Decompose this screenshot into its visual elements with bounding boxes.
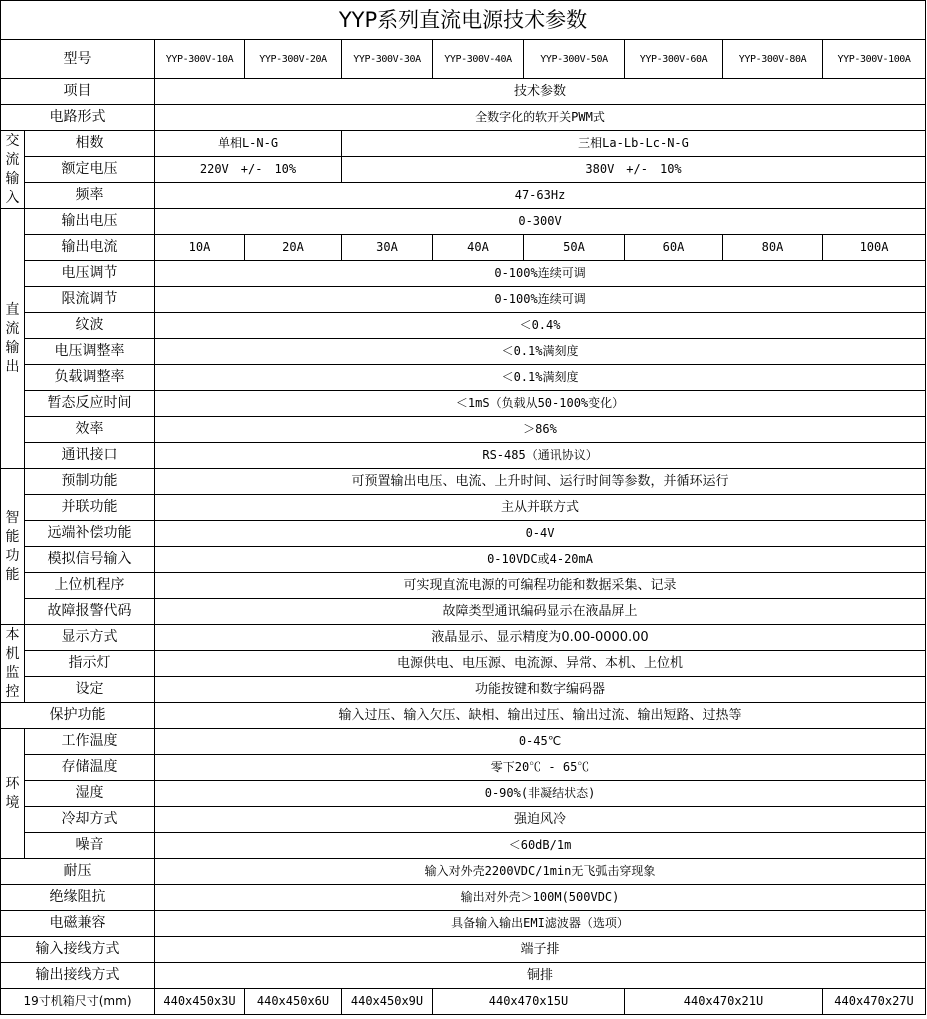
remote-row	[1, 521, 926, 547]
withstand-value: 输入对外壳2200VDC/1min无飞弧击穿现象	[155, 859, 926, 885]
v-reg-row	[1, 339, 926, 365]
current-cell: 50A	[524, 235, 625, 261]
chassis-cell: 440x450x9U	[342, 989, 433, 1015]
out-voltage-value: 0-300V	[155, 209, 926, 235]
v-reg-label: 电压调整率	[25, 339, 155, 365]
voltage-three: 380V +/- 10%	[342, 157, 926, 183]
current-cell: 60A	[625, 235, 723, 261]
insulation-label: 绝缘阻抗	[1, 885, 155, 911]
cooling-row	[1, 807, 926, 833]
i-limit-value: 0-100%连续可调	[155, 287, 926, 313]
out-voltage-label: 输出电压	[25, 209, 155, 235]
ripple-value: ＜0.4%	[155, 313, 926, 339]
model-cell: YYP-300V-100A	[823, 40, 926, 79]
page-title: YYP系列直流电源技术参数	[1, 1, 926, 40]
indicator-label: 指示灯	[25, 651, 155, 677]
freq-value: 47-63Hz	[155, 183, 926, 209]
current-cell: 40A	[433, 235, 524, 261]
load-reg-row	[1, 365, 926, 391]
chassis-cell: 440x450x3U	[155, 989, 245, 1015]
dc-current-row	[1, 235, 926, 261]
model-cell: YYP-300V-30A	[342, 40, 433, 79]
humidity-row	[1, 781, 926, 807]
i-limit-row	[1, 287, 926, 313]
cooling-value: 强迫风冷	[155, 807, 926, 833]
emc-value: 具备输入输出EMI滤波器（选项）	[155, 911, 926, 937]
work-temp-row	[1, 729, 926, 755]
current-cell: 100A	[823, 235, 926, 261]
comm-label: 通讯接口	[25, 443, 155, 469]
parallel-label: 并联功能	[25, 495, 155, 521]
withstand-row	[1, 859, 926, 885]
circuit-value: 全数字化的软开关PWM式	[155, 105, 926, 131]
dc-output-group: 直流输出	[1, 209, 25, 469]
chassis-label: 19寸机箱尺寸(mm)	[1, 989, 155, 1015]
model-row	[1, 40, 926, 79]
protect-row	[1, 703, 926, 729]
ac-phase-row	[1, 131, 926, 157]
work-temp-label: 工作温度	[25, 729, 155, 755]
i-limit-label: 限流调节	[25, 287, 155, 313]
env-group: 环境	[1, 729, 25, 859]
v-adj-row	[1, 261, 926, 287]
analog-row	[1, 547, 926, 573]
out-current-label: 输出电流	[25, 235, 155, 261]
current-cell: 10A	[155, 235, 245, 261]
work-temp-value: 0-45℃	[155, 729, 926, 755]
display-row	[1, 625, 926, 651]
eff-value: ＞86%	[155, 417, 926, 443]
monitor-group: 本机监控	[1, 625, 25, 703]
v-reg-value: ＜0.1%满刻度	[155, 339, 926, 365]
model-cell: YYP-300V-20A	[245, 40, 342, 79]
model-cell: YYP-300V-60A	[625, 40, 723, 79]
circuit-row	[1, 105, 926, 131]
transient-label: 暂态反应时间	[25, 391, 155, 417]
chassis-cell: 440x470x27U	[823, 989, 926, 1015]
preset-row	[1, 469, 926, 495]
freq-label: 频率	[25, 183, 155, 209]
current-cell: 80A	[723, 235, 823, 261]
cooling-label: 冷却方式	[25, 807, 155, 833]
display-label: 显示方式	[25, 625, 155, 651]
analog-value: 0-10VDC或4-20mA	[155, 547, 926, 573]
out-wiring-value: 铜排	[155, 963, 926, 989]
models-label: 型号	[1, 40, 155, 79]
preset-value: 可预置输出电压、电流、上升时间、运行时间等参数，并循环运行	[155, 469, 926, 495]
fault-value: 故障类型通讯编码显示在液晶屏上	[155, 599, 926, 625]
setting-row	[1, 677, 926, 703]
transient-row	[1, 391, 926, 417]
chassis-cell: 440x470x21U	[625, 989, 823, 1015]
v-adj-label: 电压调节	[25, 261, 155, 287]
item-row	[1, 79, 926, 105]
title-row	[1, 1, 926, 40]
load-reg-label: 负载调整率	[25, 365, 155, 391]
withstand-label: 耐压	[1, 859, 155, 885]
ac-voltage-row	[1, 157, 926, 183]
in-wiring-value: 端子排	[155, 937, 926, 963]
preset-label: 预制功能	[25, 469, 155, 495]
chassis-row	[1, 989, 926, 1015]
parallel-row	[1, 495, 926, 521]
noise-row	[1, 833, 926, 859]
noise-label: 噪音	[25, 833, 155, 859]
display-value: 液晶显示、显示精度为0.00-0000.00	[155, 625, 926, 651]
tech-label: 技术参数	[155, 79, 926, 105]
voltage-label: 额定电压	[25, 157, 155, 183]
indicator-value: 电源供电、电压源、电流源、异常、本机、上位机	[155, 651, 926, 677]
fault-row	[1, 599, 926, 625]
comm-value: RS-485（通讯协议）	[155, 443, 926, 469]
model-cell: YYP-300V-10A	[155, 40, 245, 79]
phase-label: 相数	[25, 131, 155, 157]
load-reg-value: ＜0.1%满刻度	[155, 365, 926, 391]
store-temp-label: 存储温度	[25, 755, 155, 781]
emc-label: 电磁兼容	[1, 911, 155, 937]
protect-label: 保护功能	[1, 703, 155, 729]
transient-value: ＜1mS（负载从50-100%变化）	[155, 391, 926, 417]
chassis-cell: 440x470x15U	[433, 989, 625, 1015]
item-label: 项目	[1, 79, 155, 105]
analog-label: 模拟信号输入	[25, 547, 155, 573]
humidity-value: 0-90%(非凝结状态)	[155, 781, 926, 807]
smart-group: 智能功能	[1, 469, 25, 625]
ripple-label: 纹波	[25, 313, 155, 339]
insulation-value: 输出对外壳＞100M(500VDC)	[155, 885, 926, 911]
host-value: 可实现直流电源的可编程功能和数据采集、记录	[155, 573, 926, 599]
remote-value: 0-4V	[155, 521, 926, 547]
setting-value: 功能按键和数字编码器	[155, 677, 926, 703]
insulation-row	[1, 885, 926, 911]
dc-voltage-row	[1, 209, 926, 235]
humidity-label: 湿度	[25, 781, 155, 807]
remote-label: 远端补偿功能	[25, 521, 155, 547]
ac-input-group: 交流输入	[1, 131, 25, 209]
fault-label: 故障报警代码	[25, 599, 155, 625]
protect-value: 输入过压、输入欠压、缺相、输出过压、输出过流、输出短路、过热等	[155, 703, 926, 729]
eff-row	[1, 417, 926, 443]
store-temp-row	[1, 755, 926, 781]
emc-row	[1, 911, 926, 937]
comm-row	[1, 443, 926, 469]
phase-single: 单相L-N-G	[155, 131, 342, 157]
setting-label: 设定	[25, 677, 155, 703]
out-wiring-label: 输出接线方式	[1, 963, 155, 989]
model-cell: YYP-300V-80A	[723, 40, 823, 79]
eff-label: 效率	[25, 417, 155, 443]
store-temp-value: 零下20℃ - 65℃	[155, 755, 926, 781]
ac-freq-row	[1, 183, 926, 209]
host-label: 上位机程序	[25, 573, 155, 599]
chassis-cell: 440x450x6U	[245, 989, 342, 1015]
host-row	[1, 573, 926, 599]
v-adj-value: 0-100%连续可调	[155, 261, 926, 287]
out-wiring-row	[1, 963, 926, 989]
phase-three: 三相La-Lb-Lc-N-G	[342, 131, 926, 157]
indicator-row	[1, 651, 926, 677]
noise-value: ＜60dB/1m	[155, 833, 926, 859]
parallel-value: 主从并联方式	[155, 495, 926, 521]
current-cell: 20A	[245, 235, 342, 261]
ripple-row	[1, 313, 926, 339]
circuit-label: 电路形式	[1, 105, 155, 131]
in-wiring-label: 输入接线方式	[1, 937, 155, 963]
model-cell: YYP-300V-40A	[433, 40, 524, 79]
in-wiring-row	[1, 937, 926, 963]
voltage-single: 220V +/- 10%	[155, 157, 342, 183]
current-cell: 30A	[342, 235, 433, 261]
model-cell: YYP-300V-50A	[524, 40, 625, 79]
